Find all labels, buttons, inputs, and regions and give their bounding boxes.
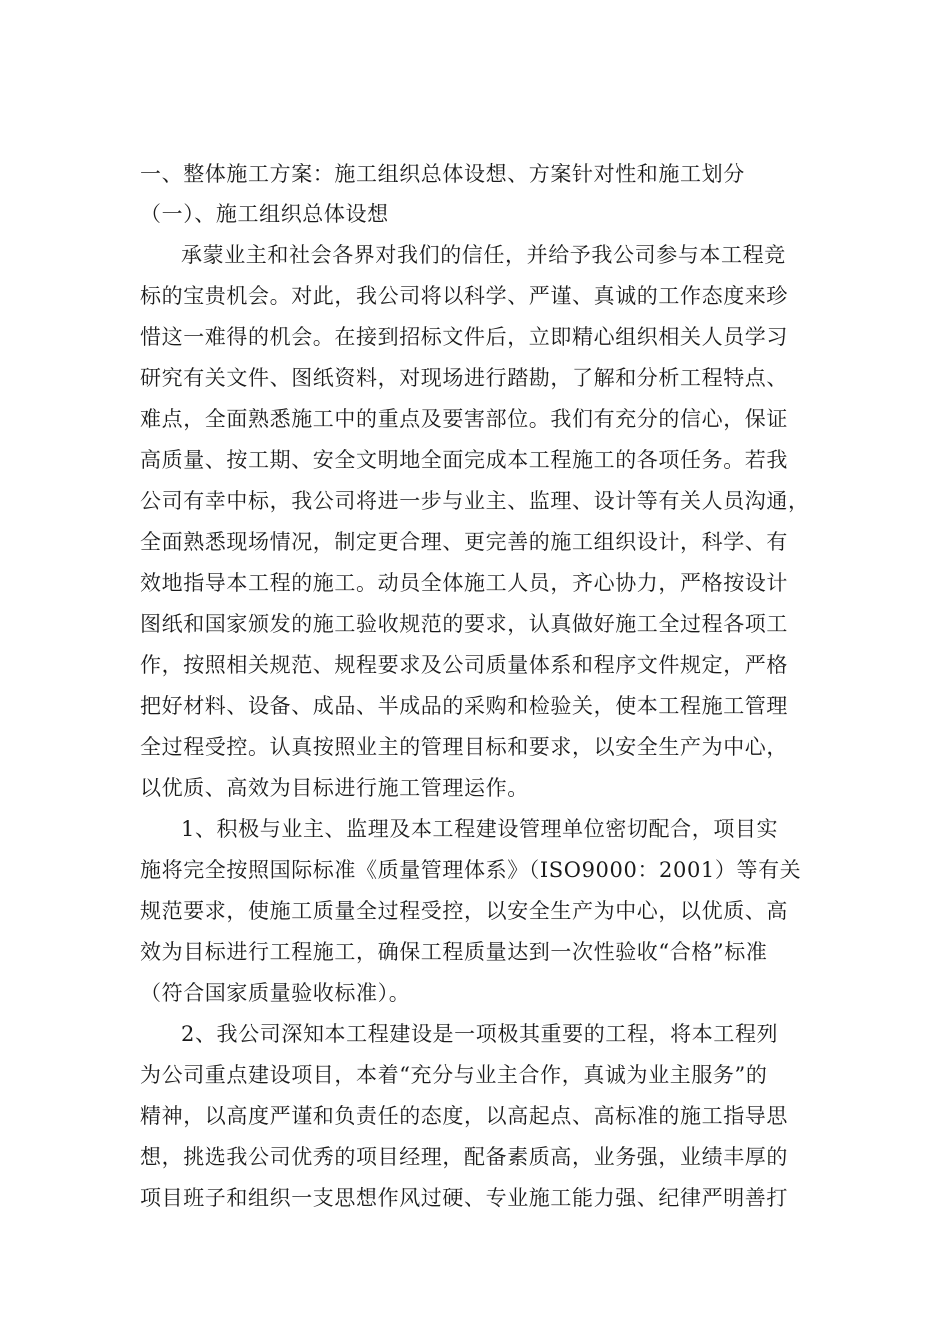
paragraph-line: 项目班子和组织一支思想作风过硬、专业施工能力强、纪律严明善打 xyxy=(140,1186,788,1210)
paragraph-line: 效为目标进行工程施工，确保工程质量达到一次性验收“合格”标准 xyxy=(140,940,768,964)
paragraph-line: 想，挑选我公司优秀的项目经理，配备素质高，业务强，业绩丰厚的 xyxy=(140,1145,788,1169)
paragraph-line: 公司有幸中标，我公司将进一步与业主、监理、设计等有关人员沟通， xyxy=(140,489,810,513)
paragraph-line: 效地指导本工程的施工。动员全体施工人员，齐心协力，严格按设计 xyxy=(140,571,788,595)
paragraph-line: （符合国家质量验收标准）。 xyxy=(140,981,411,1005)
paragraph-line: 研究有关文件、图纸资料，对现场进行踏勘，了解和分析工程特点、 xyxy=(140,366,788,390)
paragraph-line: 施将完全按照国际标准《质量管理体系》（ISO9000：2001）等有关 xyxy=(140,858,802,882)
paragraph-line: 标的宝贵机会。对此，我公司将以科学、严谨、真诚的工作态度来珍 xyxy=(140,284,788,308)
paragraph-line: 全过程受控。认真按照业主的管理目标和要求，以安全生产为中心， xyxy=(140,735,788,759)
paragraph-line: 规范要求，使施工质量全过程受控，以安全生产为中心，以优质、高 xyxy=(140,899,788,923)
paragraph-line: 2、我公司深知本工程建设是一项极其重要的工程，将本工程列 xyxy=(181,1022,779,1046)
paragraph-line: 难点，全面熟悉施工中的重点及要害部位。我们有充分的信心，保证 xyxy=(140,407,788,431)
paragraph-line: 精神，以高度严谨和负责任的态度，以高起点、高标准的施工指导思 xyxy=(140,1104,788,1128)
subsection-heading: （一）、施工组织总体设想 xyxy=(140,202,389,226)
paragraph-line: 承蒙业主和社会各界对我们的信任，并给予我公司参与本工程竞 xyxy=(181,243,786,267)
paragraph-line: 为公司重点建设项目，本着“充分与业主合作，真诚为业主服务”的 xyxy=(140,1063,768,1087)
paragraph-line: 图纸和国家颁发的施工验收规范的要求，认真做好施工全过程各项工 xyxy=(140,612,788,636)
paragraph-line: 高质量、按工期、安全文明地全面完成本工程施工的各项任务。若我 xyxy=(140,448,788,472)
paragraph-line: 惜这一难得的机会。在接到招标文件后，立即精心组织相关人员学习 xyxy=(140,325,788,349)
paragraph-line: 把好材料、设备、成品、半成品的采购和检验关，使本工程施工管理 xyxy=(140,694,788,718)
paragraph-line: 全面熟悉现场情况，制定更合理、更完善的施工组织设计，科学、有 xyxy=(140,530,788,554)
paragraph-line: 以优质、高效为目标进行施工管理运作。 xyxy=(140,776,529,800)
section-heading: 一、整体施工方案：施工组织总体设想、方案针对性和施工划分 xyxy=(140,162,745,186)
paragraph-line: 1、积极与业主、监理及本工程建设管理单位密切配合，项目实 xyxy=(181,817,779,841)
paragraph-line: 作，按照相关规范、规程要求及公司质量体系和程序文件规定，严格 xyxy=(140,653,788,677)
